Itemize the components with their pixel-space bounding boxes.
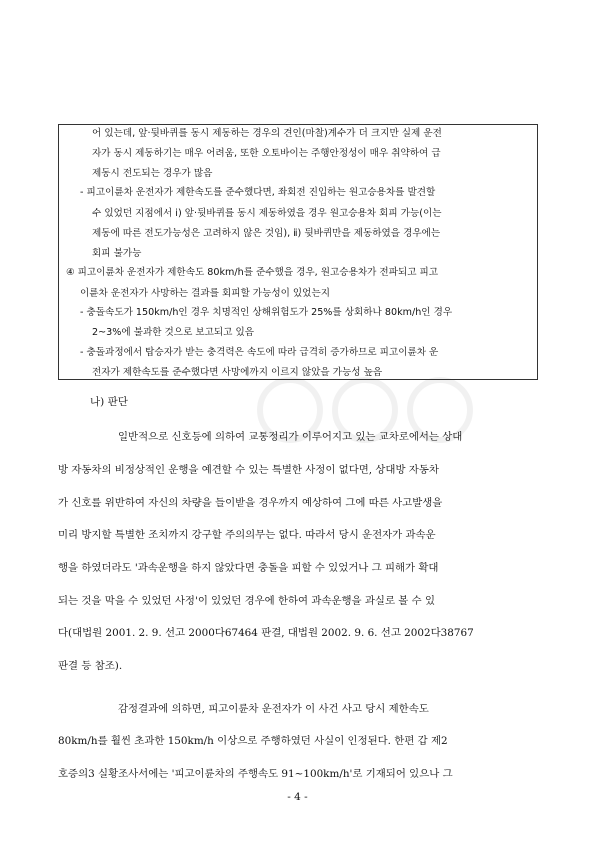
box-line: 회피 불가능 — [92, 248, 142, 259]
box-line: 제동에 따른 전도가능성은 고려하지 않은 것임), ⅱ) 뒷바퀴만을 제동하였을 경우에는 — [92, 228, 441, 239]
box-line: - 피고이륜차 운전자가 제한속도를 준수했다면, 좌회전 진입하는 원고승용차를 발견할 — [80, 187, 436, 198]
box-line: 전자가 제한속도를 준수했다면 사망에까지 이르지 않았을 가능성 높음 — [92, 367, 383, 378]
box-line: 제동시 전도되는 경우가 많음 — [92, 168, 213, 179]
box-line: 이륜차 운전자가 사망하는 결과를 회피할 가능성이 있었는지 — [80, 288, 330, 299]
section-heading: 나) 판단 — [90, 396, 128, 408]
paragraph-line: 미리 방지할 특별한 조치까지 강구할 주의의무는 없다. 따라서 당시 운전자가 과속운 — [58, 529, 436, 541]
paragraph-line: 일반적으로 신호등에 의하여 교통정리가 이루어지고 있는 교차로에서는 상대 — [118, 431, 463, 443]
page-number: - 4 - — [287, 791, 308, 803]
paragraph-line: 되는 것을 막을 수 있었던 사정'이 있었던 경우에 한하여 과속운행을 과실로 볼 수 있 — [58, 595, 436, 607]
box-line: 2~3%에 불과한 것으로 보고되고 있음 — [92, 327, 255, 338]
paragraph-line: 80km/h를 훨씬 초과한 150km/h 이상으로 주행하였던 사실이 인정된다. 한편 갑 제2 — [58, 735, 448, 747]
paragraph-line: 가 신호를 위반하여 자신의 차량을 들이받을 경우까지 예상하여 그에 따른 사고발생을 — [58, 497, 443, 509]
paragraph-line: 다(대법원 2001. 2. 9. 선고 2000다67464 판결, 대법원 2002. 9. 6. 선고 2002다38767 — [58, 627, 474, 639]
paragraph-line: 방 자동차의 비정상적인 운행을 예견할 수 있는 특별한 사정이 없다면, 상대방 자동차 — [58, 464, 439, 476]
paragraph-line: 감정결과에 의하면, 피고이륜차 운전자가 이 사건 사고 당시 제한속도 — [118, 703, 429, 715]
paragraph-line: 판결 등 참조). — [58, 660, 123, 672]
box-line: - 충돌속도가 150km/h인 경우 치명적인 상해위험도가 25%를 상회하나 80km/h인 경우 — [80, 307, 453, 318]
box-line: ④ 피고이륜차 운전자가 제한속도 80km/h를 준수했을 경우, 원고승용차가 전파되고 피고 — [66, 267, 439, 278]
box-line: 자가 동시 제동하기는 매우 어려움, 또한 오토바이는 주행안정성이 매우 취약하여 급 — [92, 148, 441, 159]
box-line: - 충돌과정에서 탑승자가 받는 충격력은 속도에 따라 급격히 증가하므로 피고이륜차 운 — [80, 347, 439, 358]
paragraph-line: 호증의3 실황조사서에는 '피고이륜차의 주행속도 91~100km/h'로 기재되어 있으나 그 — [58, 768, 453, 780]
paragraph-line: 행을 하였더라도 '과속운행을 하지 않았다면 충돌을 피할 수 있었거나 그 피해가 확대 — [58, 562, 439, 574]
box-line: 수 있었던 지점에서 ⅰ) 앞·뒷바퀴를 동시 제동하였을 경우 원고승용차 회피 가능(이는 — [92, 208, 442, 219]
box-line: 어 있는데, 앞·뒷바퀴를 동시 제동하는 경우의 견인(마찰)계수가 더 크지만 실제 운전 — [92, 128, 442, 139]
